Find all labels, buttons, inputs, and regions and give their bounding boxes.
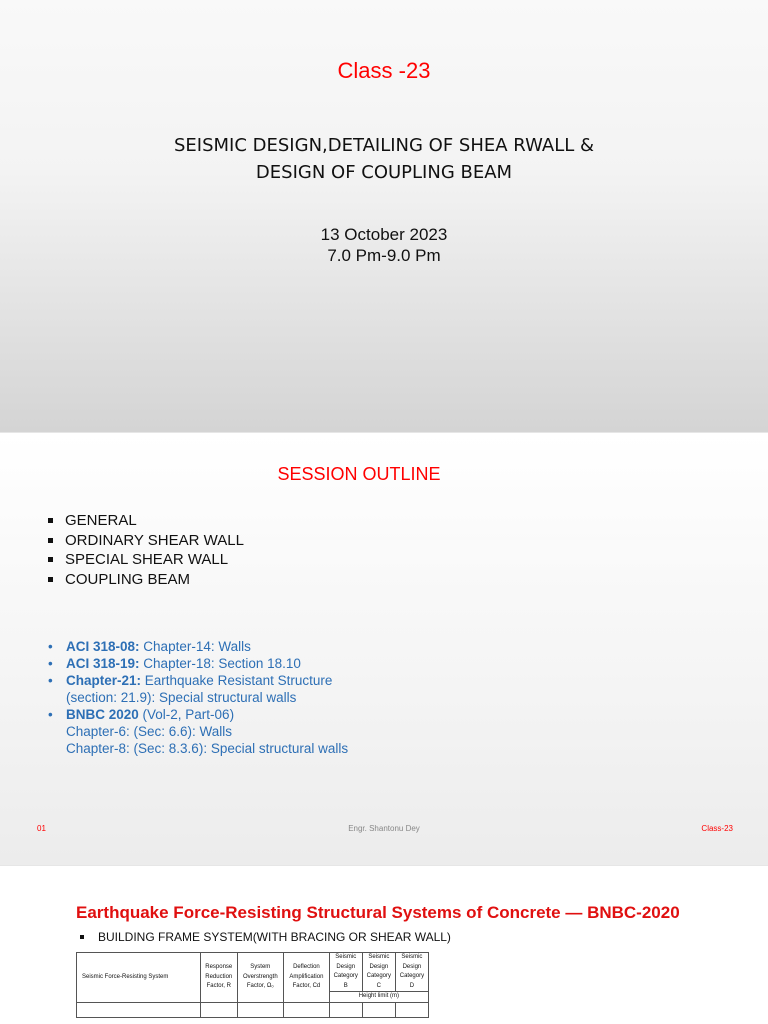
- table-header-omega: System Overstrength Factor, Ω₀: [237, 953, 284, 1003]
- class-label: Class -23: [337, 58, 431, 83]
- bnbc-heading: Earthquake Force-Resisting Structural Systems of Concrete — BNBC-2020: [76, 903, 680, 922]
- table-header-sdc-b: Seismic Design Category B: [329, 953, 362, 992]
- table-row: [77, 1002, 429, 1017]
- list-item: SPECIAL SHEAR WALL: [48, 550, 244, 570]
- bullet-icon: [48, 538, 53, 543]
- reference-item: • BNBC 2020 (Vol-2, Part-06): [48, 707, 235, 722]
- table-header-r: Response Reduction Factor, R: [201, 953, 238, 1003]
- reference-list: [48, 638, 348, 757]
- list-item: COUPLING BEAM: [48, 570, 244, 590]
- reference-item: (section: 21.9): Special structural walls: [66, 690, 297, 705]
- title-slide: [0, 0, 768, 432]
- title-line-2: DESIGN OF COUPLING BEAM: [255, 162, 513, 183]
- session-time: 7.0 Pm-9.0 Pm: [327, 246, 441, 265]
- bnbc-subheading: BUILDING FRAME SYSTEM(WITH BRACING OR SHEAR WALL): [80, 930, 451, 944]
- reference-item: Chapter-8: (Sec: 8.3.6): Special structural walls: [66, 741, 349, 756]
- slide-title: [0, 132, 768, 186]
- bullet-icon: [48, 557, 53, 562]
- reference-item: Chapter-6: (Sec: 6.6): Walls: [66, 724, 233, 739]
- bullet-icon: [48, 577, 53, 582]
- list-item: GENERAL: [48, 511, 244, 531]
- table-header-cd: Deflection Amplification Factor, Cd: [284, 953, 330, 1003]
- table-header-row: [77, 953, 429, 992]
- bullet-icon: [48, 518, 53, 523]
- date-block: [0, 224, 768, 266]
- seismic-systems-table: [76, 952, 429, 1018]
- class-footer: Class-23: [701, 824, 733, 833]
- page-number: 01: [37, 824, 46, 833]
- session-outline-heading: SESSION OUTLINE: [277, 464, 441, 484]
- bnbc-slide: [0, 866, 768, 1024]
- author-footer: Engr. Shantonu Dey: [348, 824, 420, 833]
- session-date: 13 October 2023: [320, 225, 448, 244]
- table-header-system: Seismic Force-Resisting System: [77, 953, 201, 1003]
- table-header-sdc-c: Seismic Design Category C: [362, 953, 395, 992]
- topic-list: [48, 511, 244, 589]
- reference-item: • ACI 318-08: Chapter-14: Walls: [48, 639, 251, 654]
- outline-slide: [0, 433, 768, 865]
- list-item: ORDINARY SHEAR WALL: [48, 531, 244, 551]
- reference-item: • Chapter-21: Earthquake Resistant Structure: [48, 673, 333, 688]
- reference-item: • ACI 318-19: Chapter-18: Section 18.10: [48, 656, 301, 671]
- height-limit-label: Height limit (m): [329, 992, 428, 1003]
- title-line-1: SEISMIC DESIGN,DETAILING OF SHEA RWALL &: [173, 135, 595, 156]
- table-header-sdc-d: Seismic Design Category D: [395, 953, 428, 992]
- bullet-icon: [80, 935, 84, 939]
